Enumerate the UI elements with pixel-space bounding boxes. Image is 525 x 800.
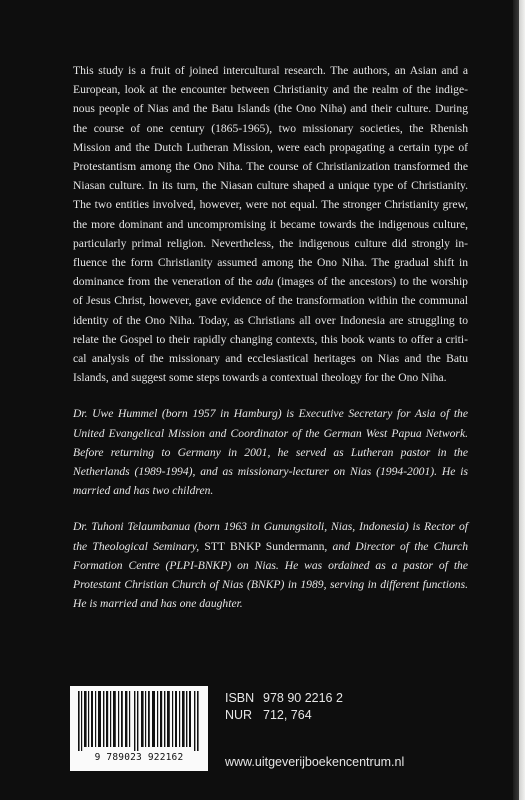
nur-value: 712, 764 [263, 708, 312, 722]
author-bios [73, 404, 468, 613]
barcode-bars [78, 691, 200, 751]
isbn-value: 978 90 2216 2 [263, 691, 343, 705]
publisher-website: www.uitgeverijboekencentrum.nl [225, 755, 405, 769]
blurb-emphasis: adu [256, 275, 274, 289]
nur-label: NUR [225, 708, 253, 722]
bio-telaumbanua-text-1: Dr. Tuhoni Telaumbanua (born 1963 in Gunungsitoli, Nias, Indonesia) is Rector of the Theological Seminary, [73, 520, 468, 553]
bio-hummel: Dr. Uwe Hummel (born 1957 in Hamburg) is Executive Secretary for Asia of the United Evangelical Mission and Coordinator of the German West Papua Network. Before returning to Germany in 2001, he served as Lutheran pastor in the Netherlands (1989-1994), and as missionary-lecturer on Nias (1994-2001). He is married and has two children. [73, 407, 468, 498]
isbn-label: ISBN [225, 691, 255, 705]
bio-telaumbanua [73, 517, 468, 613]
book-codes [225, 690, 343, 724]
isbn-row [225, 690, 343, 707]
nur-row [225, 707, 343, 724]
bio-telaumbanua-text-2: and Director of the Church Formation Centre (PLPI-BNKP) on Nias. He was ordained as a pastor of the Protestant Christian Church of Nias (BNKP) in 1989, serving in different functions. He is married and has one daughter. [73, 539, 468, 611]
page-edge [519, 0, 525, 800]
barcode [70, 686, 208, 771]
blurb-paragraph [73, 61, 468, 387]
barcode-digits: 9 789023 922162 [94, 752, 184, 763]
blurb-text-2: (images of the ancestors) to the worship of Jesus Christ, however, gave evidence of the transformation within the communal identity of the Ono Niha. Today, as Christians all over Indonesia are struggling to relate the Gospel to their rapidly changing contexts, this book wants to offer a critical analysis of the missionary and ecclesiastical heritages on Nias and the Batu Islands, and suggest some steps towards a contextual theology for the Ono Niha. [73, 275, 468, 385]
bio-telaumbanua-seminary: STT BNKP Sundermann, [204, 539, 328, 553]
back-cover-text [73, 61, 468, 630]
blurb-text-1: This study is a fruit of joined intercultural research. The authors, an Asian and a European, look at the encounter between Christianity and the realm of the indigenous people of Nias and the Batu Islands (the Ono Niha) and their culture. During the course of one century (1865-1965), two missionary societies, the Rhenish Mission and the Dutch Lutheran Mission, were each propagating a certain type of Protestantism among the Ono Niha. The course of Christianization transformed the Niasan culture. In its turn, the Niasan culture shaped a unique type of Christianity. The two entities involved, however, were not equal. The stronger Christianity grew, the more dominant and uncompromising it became towards the indigenous culture, particularly primal religion. Nevertheless, the indigenous culture did strongly influence the form Christianity assumed among the Ono Niha. The gradual shift in dominance from the veneration of the [73, 64, 468, 289]
